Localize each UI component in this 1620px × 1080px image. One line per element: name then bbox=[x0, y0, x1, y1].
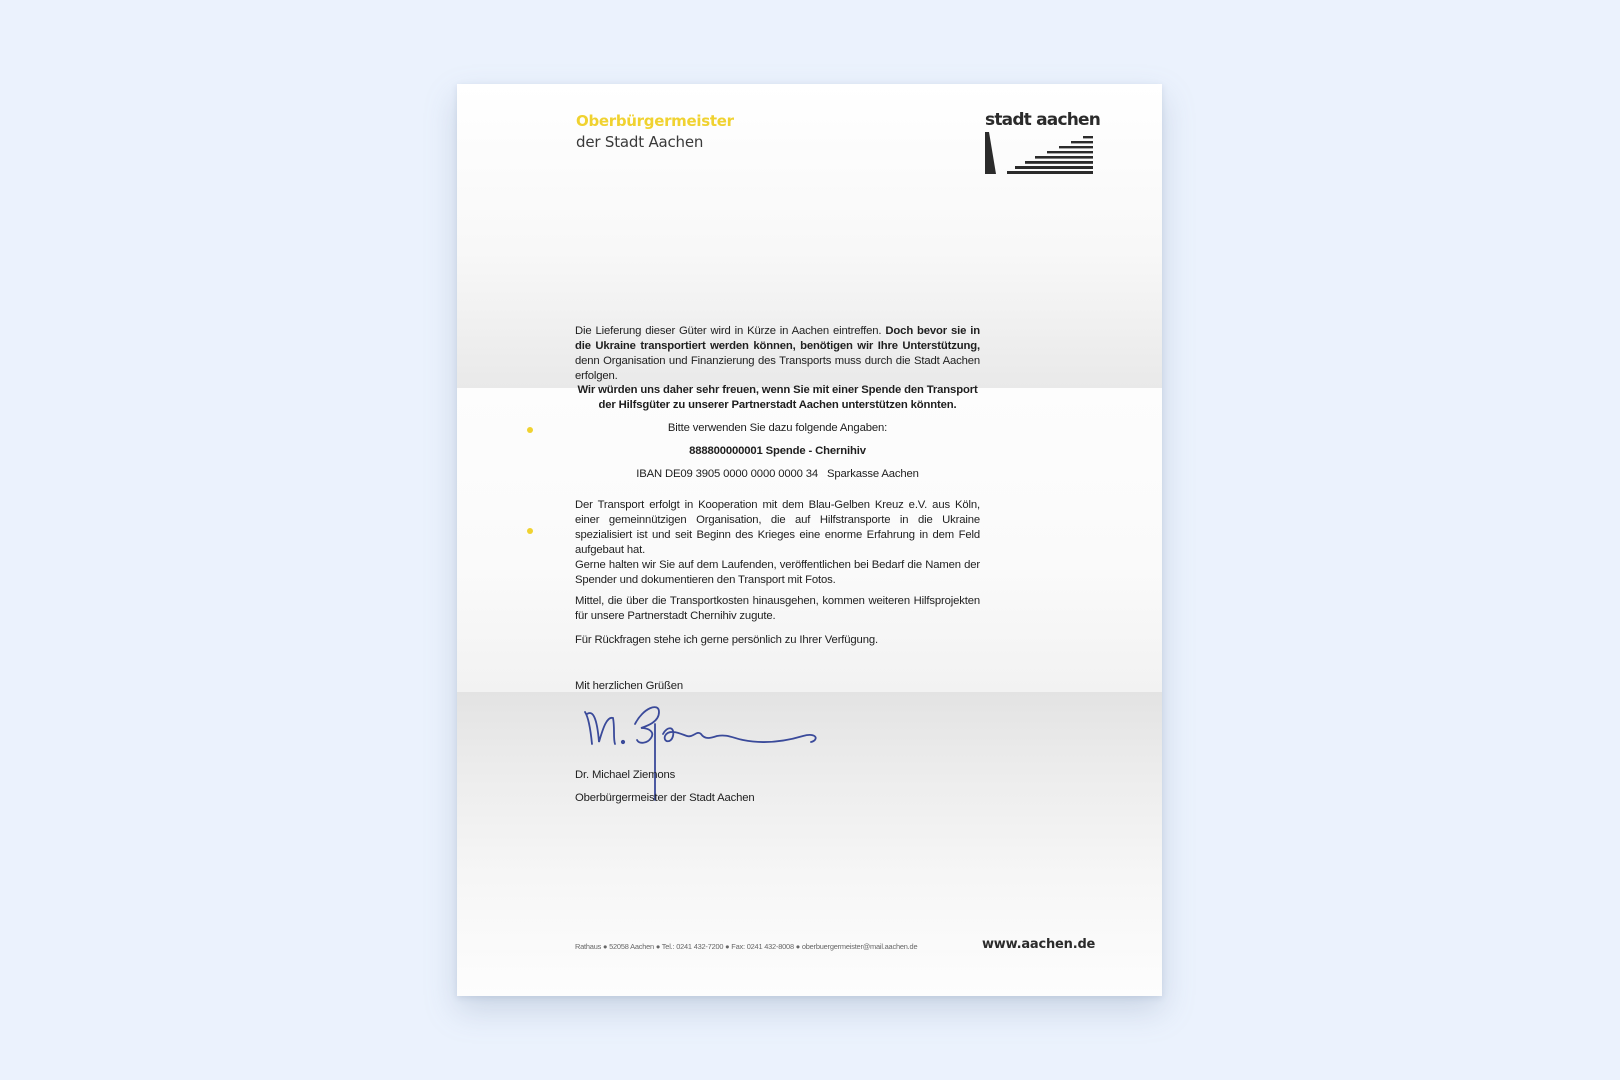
paragraph-funds: Mittel, die über die Transportkosten hinausgehen, kommen weiteren Hilfsprojekten für unsere Partnerstadt Chernihiv zugute. bbox=[575, 595, 980, 622]
donation-instruction: Bitte verwenden Sie dazu folgende Angaben: bbox=[667, 422, 888, 434]
paragraph-intro bbox=[575, 324, 980, 384]
closing: Mit herzlichen Grüßen bbox=[575, 680, 683, 692]
appeal-line-2: der Hilfsgüter zu unserer Partnerstadt Aachen unterstützen könnten. bbox=[598, 399, 957, 411]
footer-website-link[interactable]: www.aachen.de bbox=[982, 937, 1096, 952]
footer-address: Rathaus ● 52058 Aachen ● Tel.: 0241 432-7200 ● Fax: 0241 432-8008 ● oberbuergermeister@mail.aachen.de bbox=[575, 942, 918, 951]
appeal-line-1: Wir würden uns daher sehr freuen, wenn Sie mit einer Spende den Transport bbox=[577, 384, 978, 396]
signatory-name: Dr. Michael Ziemons bbox=[575, 769, 676, 781]
intro-text-end: denn Organisation und Finanzierung des Transports muss durch die Stadt Aachen erfolgen. bbox=[575, 355, 980, 382]
donation-reference: 888800000001 Spende - Chernihiv bbox=[689, 445, 866, 457]
intro-text: Die Lieferung dieser Güter wird in Kürze in Aachen eintreffen. bbox=[575, 325, 882, 337]
punch-mark-dot bbox=[527, 528, 533, 534]
letterhead-title: Oberbürgermeister bbox=[576, 112, 734, 130]
intro-emphasis: Doch bevor sie in die Ukraine transportiert werden können, benötigen wir Ihre Unterstützung, bbox=[575, 325, 980, 352]
stadt-aachen-logo-icon bbox=[985, 132, 1093, 179]
bank-name: Sparkasse Aachen bbox=[826, 468, 919, 480]
paragraph-contact: Für Rückfragen stehe ich gerne persönlich zu Ihrer Verfügung. bbox=[575, 634, 878, 646]
signatory-role: Oberbürgermeister der Stadt Aachen bbox=[575, 792, 755, 804]
bank-details bbox=[575, 467, 980, 482]
logo-text: stadt aachen bbox=[985, 110, 1101, 130]
letter-page bbox=[457, 84, 1162, 996]
paragraph-cooperation: Der Transport erfolgt in Kooperation mit dem Blau-Gelben Kreuz e.V. aus Köln, einer gemeinnützigen Organisation, die auf Hilfstransporte in die Ukraine spezialisiert ist und seit Beginn des Krieges eine enorme Erfahrung in dem Feld aufgebaut hat. bbox=[575, 499, 980, 556]
fold-mark-dot bbox=[527, 427, 533, 433]
iban: IBAN DE09 3905 0000 0000 0000 34 bbox=[636, 468, 818, 480]
letterhead-subtitle: der Stadt Aachen bbox=[576, 133, 704, 151]
paragraph-updates: Gerne halten wir Sie auf dem Laufenden, veröffentlichen bei Bedarf die Namen der Spender und dokumentieren den Transport mit Fotos. bbox=[575, 559, 980, 586]
